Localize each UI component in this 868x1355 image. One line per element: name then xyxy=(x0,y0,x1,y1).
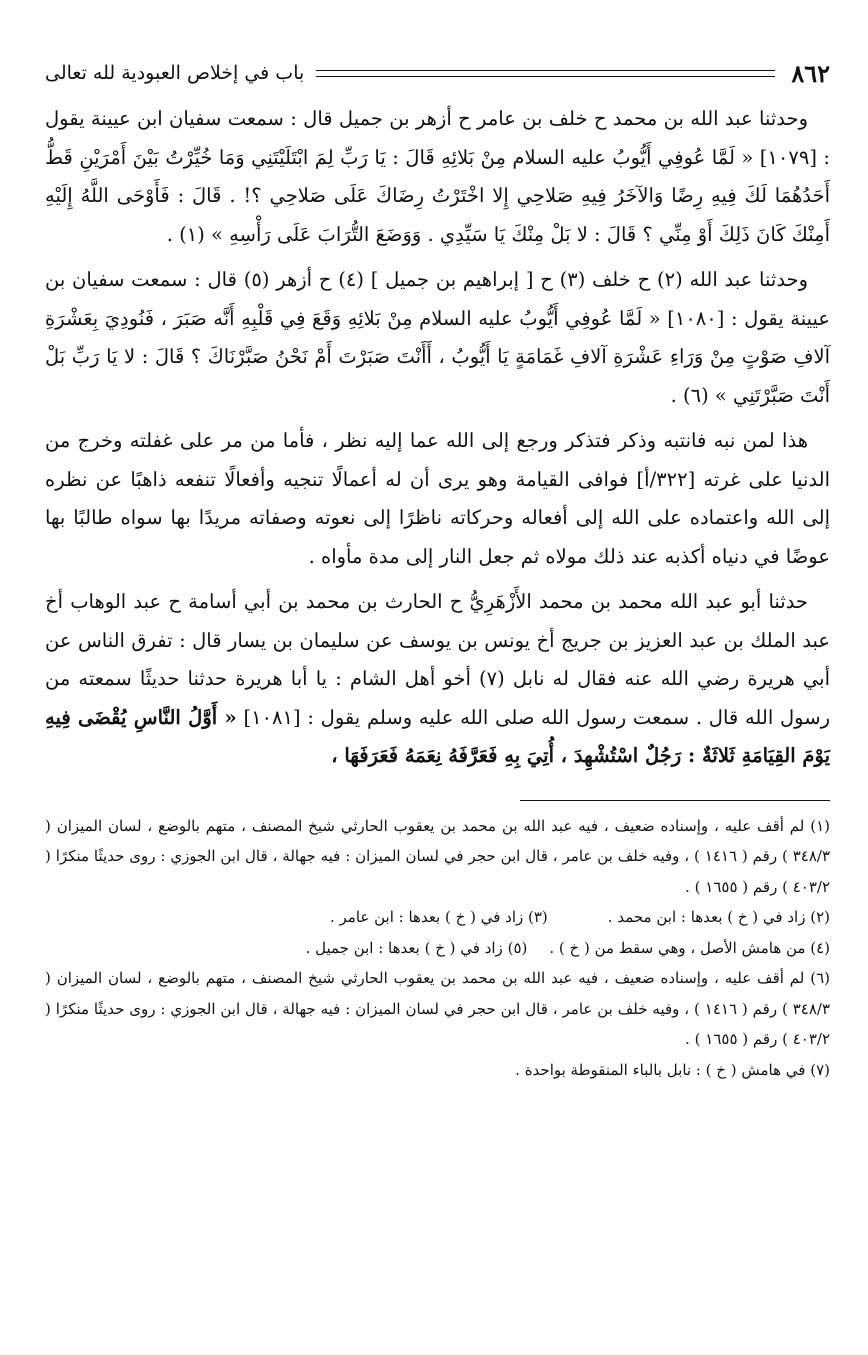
paragraph-hadith-1080: وحدثنا عبد الله (٢) ح خلف (٣) ح [ إبراهيم بن جميل ] (٤) ح أزهر (٥) قال : سمعت سفيان بن عيينة يقول : [١٠٨٠] « لَمَّا عُوفِي أَيُّوبُ عليه السلام مِنْ بَلائِهِ وَقَعَ فِي قَلْبِهِ أَنَّه صَبَرَ ، فَنُودِيَ بِعَشْرَةِ آلافِ صَوْتٍ مِنْ وَرَاءِ عَشْرَةِ آلافِ غَمَامَةٍ يَا أَيُّوبُ ، أَأَنْتَ صَبَرْتَ أَمْ نَحْنُ صَبَّرْنَاكَ ؟ قَالَ : لا يَا رَبِّ بَلْ أَنْتَ صَبَّرْتَنِي » (٦) . xyxy=(45,268,830,407)
header-double-rule xyxy=(316,70,775,77)
paragraph-hadith-1081-isnad: حدثنا أبو عبد الله محمد بن محمد الأَزْهَرِيُّ ح الحارث بن محمد بن أبي أسامة ح عبد الوهاب أخ عبد الملك بن عبد العزيز بن جريج أخ يونس بن يوسف عن سليمان بن يسار قال : تفرق الناس عن أبي هريرة رضي الله عنه فقال له نابل (٧) أخو أهل الشام : يا أبا هريرة حدثنا حديثًا سمعته من رسول الله قال . سمعت رسول الله صلى الله عليه وسلم يقول : [١٠٨١] xyxy=(45,590,831,729)
footnote-1: (١) لم أقف عليه ، وإسناده ضعيف ، فيه عبد الله بن محمد بن يعقوب الحارثي شيخ المصنف ، متهم بالوضع ، لسان الميزان ( ٣٤٨/٣ ) رقم ( ١٤١٦ ) ، وفيه خلف بن عامر ، قال ابن حجر في لسان الميزان : فيه جهالة ، قال ابن الجوزي : روى حديثًا منكرًا ( ٤٠٣/٢ ) رقم ( ١٦٥٥ ) . xyxy=(45,816,830,896)
running-title: باب في إخلاص العبودية لله تعالى xyxy=(45,62,305,84)
main-text xyxy=(45,100,830,776)
footnote-7: (٧) في هامش ( خ ) : نابل بالباء المنقوطة بواحدة . xyxy=(515,1060,830,1079)
footnote-row-2-3 xyxy=(45,902,830,933)
footnote-row-4-5 xyxy=(45,933,830,964)
paragraph-commentary: هذا لمن نبه فانتبه وذكر فتذكر ورجع إلى الله عما إليه نظر ، فأما من مر على غفلته وخرج من الدنيا على غرته [٣٢٢/أ] فوافى القيامة وهو يرى أن له أعمالًا تنجيه وأفعالًا تنفعه ذاهبًا عن نظره إلى الله واعتماده على الله إلى أفعاله وحركاته ناظرًا إلى نعوته وصفاته مريدًا بها سواه طالبًا بها عوضًا في دنياه أكذبه عند ذلك مولاه ثم جعل النار إلى مدة مأواه . xyxy=(45,429,831,568)
footnote-3: (٣) زاد في ( خ ) بعدها : ابن عامر . xyxy=(329,908,548,926)
book-page xyxy=(45,52,830,1085)
paragraph-hadith-1081 xyxy=(45,583,830,776)
page-header xyxy=(45,52,830,94)
page-number: ٨٦٢ xyxy=(791,58,830,88)
footnote-separator xyxy=(520,800,830,801)
footnotes xyxy=(45,811,830,1086)
footnote-5: (٥) زاد في ( خ ) بعدها : ابن جميل . xyxy=(305,938,528,957)
hadith-1081-text: « أَوَّلُ النَّاسِ يُقْضَى فِيهِ يَوْمَ القِيَامَةِ ثَلاثَةٌ : رَجُلٌ اسْتُشْهِدَ ، أُتِيَ بِهِ فَعَرَّفَهُ نِعَمَهُ فَعَرَفَهَا ، xyxy=(45,705,830,767)
footnote-2: (٢) زاد في ( خ ) بعدها : ابن محمد . xyxy=(607,908,830,926)
footnote-6: (٦) لم أقف عليه ، وإسناده ضعيف ، فيه عبد الله بن محمد بن يعقوب الحارثي شيخ المصنف ، متهم بالوضع ، لسان الميزان ( ٣٤٨/٣ ) رقم ( ١٤١٦ ) ، وفيه خلف بن عامر ، قال ابن حجر في لسان الميزان : فيه جهالة ، قال ابن الجوزي : روى حديثًا منكرًا ( ٤٠٣/٢ ) رقم ( ١٦٥٥ ) . xyxy=(45,969,830,1048)
footnote-4: (٤) من هامش الأصل ، وهي سقط من ( خ ) . xyxy=(549,938,830,957)
paragraph-hadith-1079: وحدثنا عبد الله بن محمد ح خلف بن عامر ح أزهر بن جميل قال : سمعت سفيان ابن عيينة يقول : [١٠٧٩] « لَمَّا عُوفِي أَيُّوبُ عليه السلام مِنْ بَلائِهِ قَالَ : يَا رَبِّ لِمَ ابْتَلَيْتَنِي وَمَا خُيِّرْتُ بَيْنَ أَمْرَيْنِ قَطُّ أَحَدُهُمَا لَكَ فِيهِ رِضًا وَالآخَرُ فِيهِ صَلاحِي إِلا اخْتَرْتُ رِضَاكَ عَلَى صَلاحِي ؟! . قَالَ : فَأَوْحَى اللَّهُ إِلَيْهِ أَمِنْكَ كَانَ ذَلِكَ أَوْ مِنِّي ؟ قَالَ : لا بَلْ مِنْكَ يَا سَيِّدِي . وَوَضَعَ التُّرَابَ عَلَى رَأْسِهِ » (١) . xyxy=(45,107,830,246)
